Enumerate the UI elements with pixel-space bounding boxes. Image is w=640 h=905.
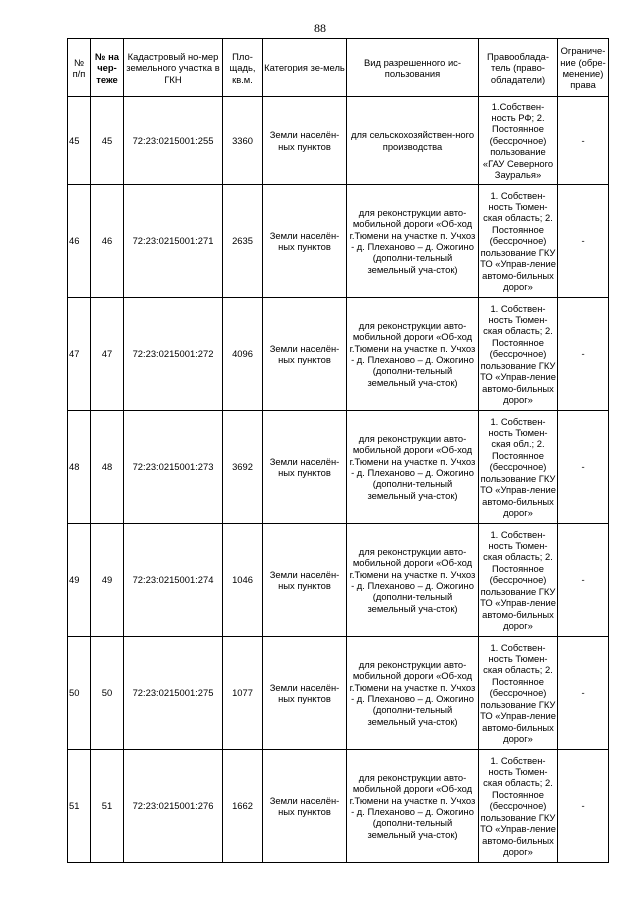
table-row	[68, 97, 609, 185]
restriction: -	[558, 750, 609, 863]
land-category: Земли населён-ных пунктов	[263, 298, 347, 411]
header-cell: № на чер-теже	[91, 39, 124, 97]
permitted-use: для реконструкции авто-мобильной дороги «Об-ход г.Тюмени на участке п. Учхоз - д. Плеханово – д. Ожогино (дополни-тельный земельный уча-сток)	[347, 750, 479, 863]
page-number: 88	[314, 21, 326, 35]
row-number: 46	[68, 185, 91, 298]
area-value: 3692	[223, 411, 263, 524]
land-category: Земли населён-ных пунктов	[263, 185, 347, 298]
table-row	[68, 524, 609, 637]
land-category: Земли населён-ных пунктов	[263, 411, 347, 524]
header-cell: Категория зе-мель	[263, 39, 347, 97]
area-value: 1046	[223, 524, 263, 637]
header-cell: Правооблада-тель (право-обладатели)	[479, 39, 558, 97]
row-number: 45	[68, 97, 91, 185]
permitted-use: для реконструкции авто-мобильной дороги «Об-ход г.Тюмени на участке п. Учхоз - д. Плеханово – д. Ожогино (дополни-тельный земельный уча-сток)	[347, 411, 479, 524]
right-holder: 1. Собствен-ность Тюмен-ская обл.; 2. Постоянное (бессрочное) пользование ГКУ ТО «Управ-ление автомо-бильных дорог»	[479, 411, 558, 524]
drawing-number: 45	[91, 97, 124, 185]
row-number: 49	[68, 524, 91, 637]
land-category: Земли населён-ных пунктов	[263, 97, 347, 185]
permitted-use: для сельскохозяйствен-ного производства	[347, 97, 479, 185]
restriction: -	[558, 298, 609, 411]
header-cell: Вид разрешенного ис-пользования	[347, 39, 479, 97]
header-cell: № п/п	[68, 39, 91, 97]
row-number: 47	[68, 298, 91, 411]
land-category: Земли населён-ных пунктов	[263, 637, 347, 750]
drawing-number: 50	[91, 637, 124, 750]
restriction: -	[558, 411, 609, 524]
permitted-use: для реконструкции авто-мобильной дороги «Об-ход г.Тюмени на участке п. Учхоз - д. Плеханово – д. Ожогино (дополни-тельный земельный уча-сток)	[347, 298, 479, 411]
right-holder: 1. Собствен-ность Тюмен-ская область; 2. Постоянное (бессрочное) пользование ГКУ ТО «Управ-ление автомо-бильных дорог»	[479, 750, 558, 863]
permitted-use: для реконструкции авто-мобильной дороги «Об-ход г.Тюмени на участке п. Учхоз - д. Плеханово – д. Ожогино (дополни-тельный земельный уча-сток)	[347, 524, 479, 637]
area-value: 1077	[223, 637, 263, 750]
table-row	[68, 185, 609, 298]
area-value: 2635	[223, 185, 263, 298]
table-row	[68, 298, 609, 411]
land-category: Земли населён-ных пунктов	[263, 524, 347, 637]
right-holder: 1. Собствен-ность Тюмен-ская область; 2. Постоянное (бессрочное) пользование ГКУ ТО «Управ-ление автомо-бильных дорог»	[479, 298, 558, 411]
permitted-use: для реконструкции авто-мобильной дороги «Об-ход г.Тюмени на участке п. Учхоз - д. Плеханово – д. Ожогино (дополни-тельный земельный уча-сток)	[347, 637, 479, 750]
row-number: 51	[68, 750, 91, 863]
table-header-row	[68, 39, 609, 97]
drawing-number: 47	[91, 298, 124, 411]
right-holder: 1.Собствен-ность РФ; 2. Постоянное (бессрочное) пользование «ГАУ Северного Зауралья»	[479, 97, 558, 185]
land-category: Земли населён-ных пунктов	[263, 750, 347, 863]
cadastral-number: 72:23:0215001:255	[124, 97, 223, 185]
land-plots-table	[67, 38, 609, 863]
row-number: 48	[68, 411, 91, 524]
cadastral-number: 72:23:0215001:274	[124, 524, 223, 637]
right-holder: 1. Собствен-ность Тюмен-ская область; 2. Постоянное (бессрочное) пользование ГКУ ТО «Управ-ление автомо-бильных дорог»	[479, 637, 558, 750]
restriction: -	[558, 637, 609, 750]
drawing-number: 48	[91, 411, 124, 524]
cadastral-number: 72:23:0215001:276	[124, 750, 223, 863]
table-row	[68, 750, 609, 863]
cadastral-number: 72:23:0215001:271	[124, 185, 223, 298]
area-value: 3360	[223, 97, 263, 185]
permitted-use: для реконструкции авто-мобильной дороги «Об-ход г.Тюмени на участке п. Учхоз - д. Плеханово – д. Ожогино (дополни-тельный земельный уча-сток)	[347, 185, 479, 298]
header-cell: Ограниче-ние (обре-менение) права	[558, 39, 609, 97]
area-value: 1662	[223, 750, 263, 863]
restriction: -	[558, 185, 609, 298]
area-value: 4096	[223, 298, 263, 411]
drawing-number: 49	[91, 524, 124, 637]
cadastral-number: 72:23:0215001:273	[124, 411, 223, 524]
header-cell: Кадастровый но-мер земельного участка в ГКН	[124, 39, 223, 97]
cadastral-number: 72:23:0215001:275	[124, 637, 223, 750]
drawing-number: 46	[91, 185, 124, 298]
right-holder: 1. Собствен-ность Тюмен-ская область; 2. Постоянное (бессрочное) пользование ГКУ ТО «Управ-ление автомо-бильных дорог»	[479, 524, 558, 637]
table-row	[68, 637, 609, 750]
restriction: -	[558, 524, 609, 637]
right-holder: 1. Собствен-ность Тюмен-ская область; 2. Постоянное (бессрочное) пользование ГКУ ТО «Управ-ление автомо-бильных дорог»	[479, 185, 558, 298]
header-cell: Пло-щадь, кв.м.	[223, 39, 263, 97]
row-number: 50	[68, 637, 91, 750]
table-row	[68, 411, 609, 524]
restriction: -	[558, 97, 609, 185]
cadastral-number: 72:23:0215001:272	[124, 298, 223, 411]
drawing-number: 51	[91, 750, 124, 863]
